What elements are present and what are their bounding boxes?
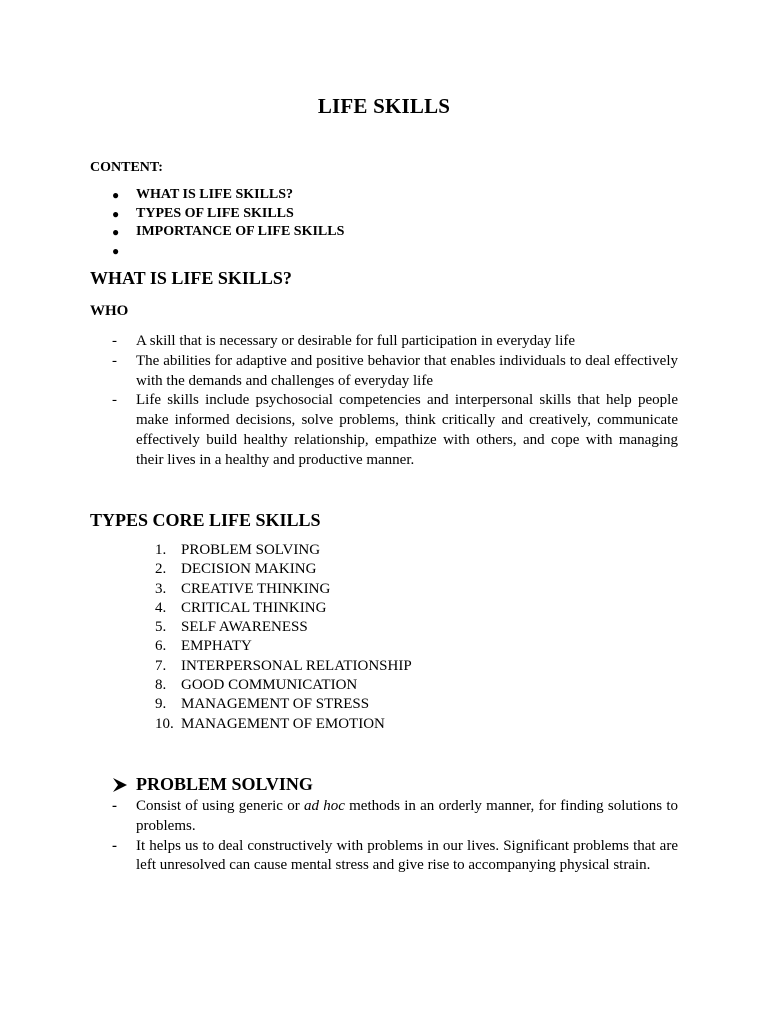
content-label: CONTENT: [90,160,163,175]
list-item: ● TYPES OF LIFE SKILLS [112,205,344,224]
problem-solving-list [112,797,678,876]
list-item: - The abilities for adaptive and positive behavior that enables individuals to deal effectively with the demands and challenges of everyday life [112,352,678,392]
core-skills-list [155,541,412,734]
list-item: ● WHAT IS LIFE SKILLS? [112,186,344,205]
bullet-icon: ● [112,225,120,239]
section-heading-problem-solving: PROBLEM SOLVING [112,774,313,795]
arrowhead-icon [112,777,128,793]
dash-icon: - [112,837,117,854]
content-list [112,186,344,260]
list-item [112,242,344,261]
list-item: - It helps us to deal constructively with problems in our lives. Significant problems that are left unresolved can cause mental stress and give rise to accompanying physical strain. [112,837,678,877]
list-item-text: Consist of using generic or ad hoc methods in an orderly manner, for finding solutions to problems. [136,798,678,834]
bullet-icon: ● [112,243,120,258]
dash-icon: - [112,798,117,814]
subheading-who: WHO [90,303,129,319]
bullet-icon: ● [112,206,120,221]
list-item: ● IMPORTANCE OF LIFE SKILLS [112,223,344,242]
list-item: - A skill that is necessary or desirable for full participation in everyday life [112,332,678,352]
definition-list [112,332,678,471]
list-item: 9. MANAGEMENT OF STRESS [155,696,370,713]
dash-icon: - [112,333,117,349]
list-item: 6. EMPHATY [155,638,252,655]
list-item: 1. PROBLEM SOLVING [155,542,321,558]
list-item: 2. DECISION MAKING [155,561,317,578]
dash-icon: - [112,392,117,409]
bullet-icon: ● [112,188,120,202]
list-item [112,797,678,837]
section-heading-what-is: WHAT IS LIFE SKILLS? [90,268,292,288]
list-item: - Life skills include psychosocial competencies and interpersonal skills that help people make informed decisions, solve problems, think critically and creatively, communicate effectively build healthy relationship, empathize with others, and cope with managing their lives in a healthy and productive manner. [112,391,678,470]
list-item: 7. INTERPERSONAL RELATIONSHIP [155,657,412,674]
list-item: 3. CREATIVE THINKING [155,580,331,597]
list-item: 10. MANAGEMENT OF EMOTION [155,715,385,732]
dash-icon: - [112,352,117,369]
list-item: 5. SELF AWARENESS [155,619,308,636]
section-heading-types: TYPES CORE LIFE SKILLS [90,510,321,530]
list-item: 4. CRITICAL THINKING [155,599,327,616]
list-item: 8. GOOD COMMUNICATION [155,677,358,694]
page-title: LIFE SKILLS [317,94,451,118]
